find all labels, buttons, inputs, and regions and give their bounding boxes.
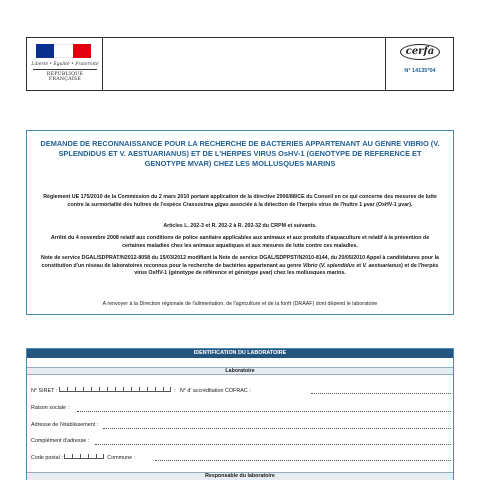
- republic-logo: [27, 38, 103, 90]
- form-title: DEMANDE DE RECONNAISSANCE POUR LA RECHERCHE DE BACTERIES APPARTENANT AU GENRE VIBRIO (V. SPLENDIDUS ET V. AESTUARIANUS) ET DE L'HERPES VIRUS OsHV-1 (GENOTYPE DE REFERENCE ET GENOTYPE MVAR) CHEZ LES MOLLUSQUES MARINS: [40, 139, 440, 169]
- cofrac-label: N° d' accréditation COFRAC :: [179, 388, 251, 394]
- commune-label: Commune :: [107, 455, 136, 461]
- cerfa-number: N° 14135*04: [404, 68, 436, 74]
- identification-section: [26, 348, 454, 480]
- commune-input[interactable]: [155, 460, 451, 461]
- section-header-identification: IDENTIFICATION DU LABORATOIRE: [27, 349, 453, 358]
- subsection-header-responsable: Responsable du laboratoire: [27, 472, 453, 480]
- marianne-logo-icon: [36, 44, 91, 58]
- adresse-input[interactable]: [103, 428, 451, 429]
- raison-sociale-label: Raison sociale :: [31, 405, 70, 411]
- complement-adresse-label: Complément d'adresse :: [31, 438, 90, 444]
- code-postal-label: Code postal :: [31, 455, 63, 461]
- republic-motto: Liberté • Égalité • Fraternité: [31, 62, 99, 67]
- cofrac-input[interactable]: [311, 393, 451, 394]
- articles-paragraph: Articles L. 202-3 et R. 202-2 à R. 202-32 du CRPM et suivants.: [163, 223, 317, 229]
- raison-sociale-input[interactable]: [77, 411, 451, 412]
- note-de-service-paragraph: Note de service DGAL/SDPRAT/N2012-8058 du 15/03/2012 modifiant la Note de service DGAL/SDPPST/N2010-8144, du 20/05/2010 Appel à candidatures pour la constitution d'un réseau de laboratoires reconnus pour la recherche de bactéries appartenant au genre Vibrio (V. splendidus et V. aestuarianus) et de l'herpès virus OsHV-1 (génotype de référence et génotype µvar) chez les mollusques marins.: [40, 255, 439, 277]
- code-postal-input[interactable]: [64, 454, 104, 461]
- cerfa-block: [385, 38, 453, 90]
- regulation-paragraph: Règlement UE 175/2010 de la Commission du 2 mars 2010 portant application de la directive 2006/88/CE du Conseil en ce qui concerne des mesures de lutte contre la surmortalité des huîtres de l'espèce Crassostrea gigas associée à la détection de l'herpès virus de l'huître 1 µvar (OsHV-1 µvar).: [43, 194, 437, 208]
- arrete-paragraph: Arrêté du 4 novembre 2008 relatif aux conditions de police sanitaire applicables aux animaux et aux produits d'aquaculture et relatif à la prévention de certaines maladies chez les animaux aquatiques et aux mesures de lutte contre ces maladies.: [50, 235, 430, 249]
- code-postal-row: [31, 454, 135, 461]
- cerfa-logo-icon: cerfa: [400, 44, 440, 60]
- adresse-label: Adresse de l'établissement :: [31, 422, 99, 428]
- form-description-box: [26, 130, 454, 315]
- siret-row: N° SIRET : : N° d' accréditation COFRAC :: [31, 388, 251, 394]
- subsection-header-laboratoire: Laboratoire: [27, 367, 453, 375]
- divider: [33, 69, 97, 70]
- complement-adresse-input[interactable]: [95, 444, 451, 445]
- siret-input[interactable]: [59, 387, 171, 394]
- republic-name: RÉPUBLIQUE FRANÇAISE: [46, 72, 84, 82]
- form-header: [26, 37, 454, 91]
- siret-label: N° SIRET :: [31, 388, 58, 394]
- return-instruction: A renvoyer à la Direction régionale de l'alimentation, de l'agriculture et de la forêt (DRAAF) dont dépend le laboratoire: [102, 301, 378, 307]
